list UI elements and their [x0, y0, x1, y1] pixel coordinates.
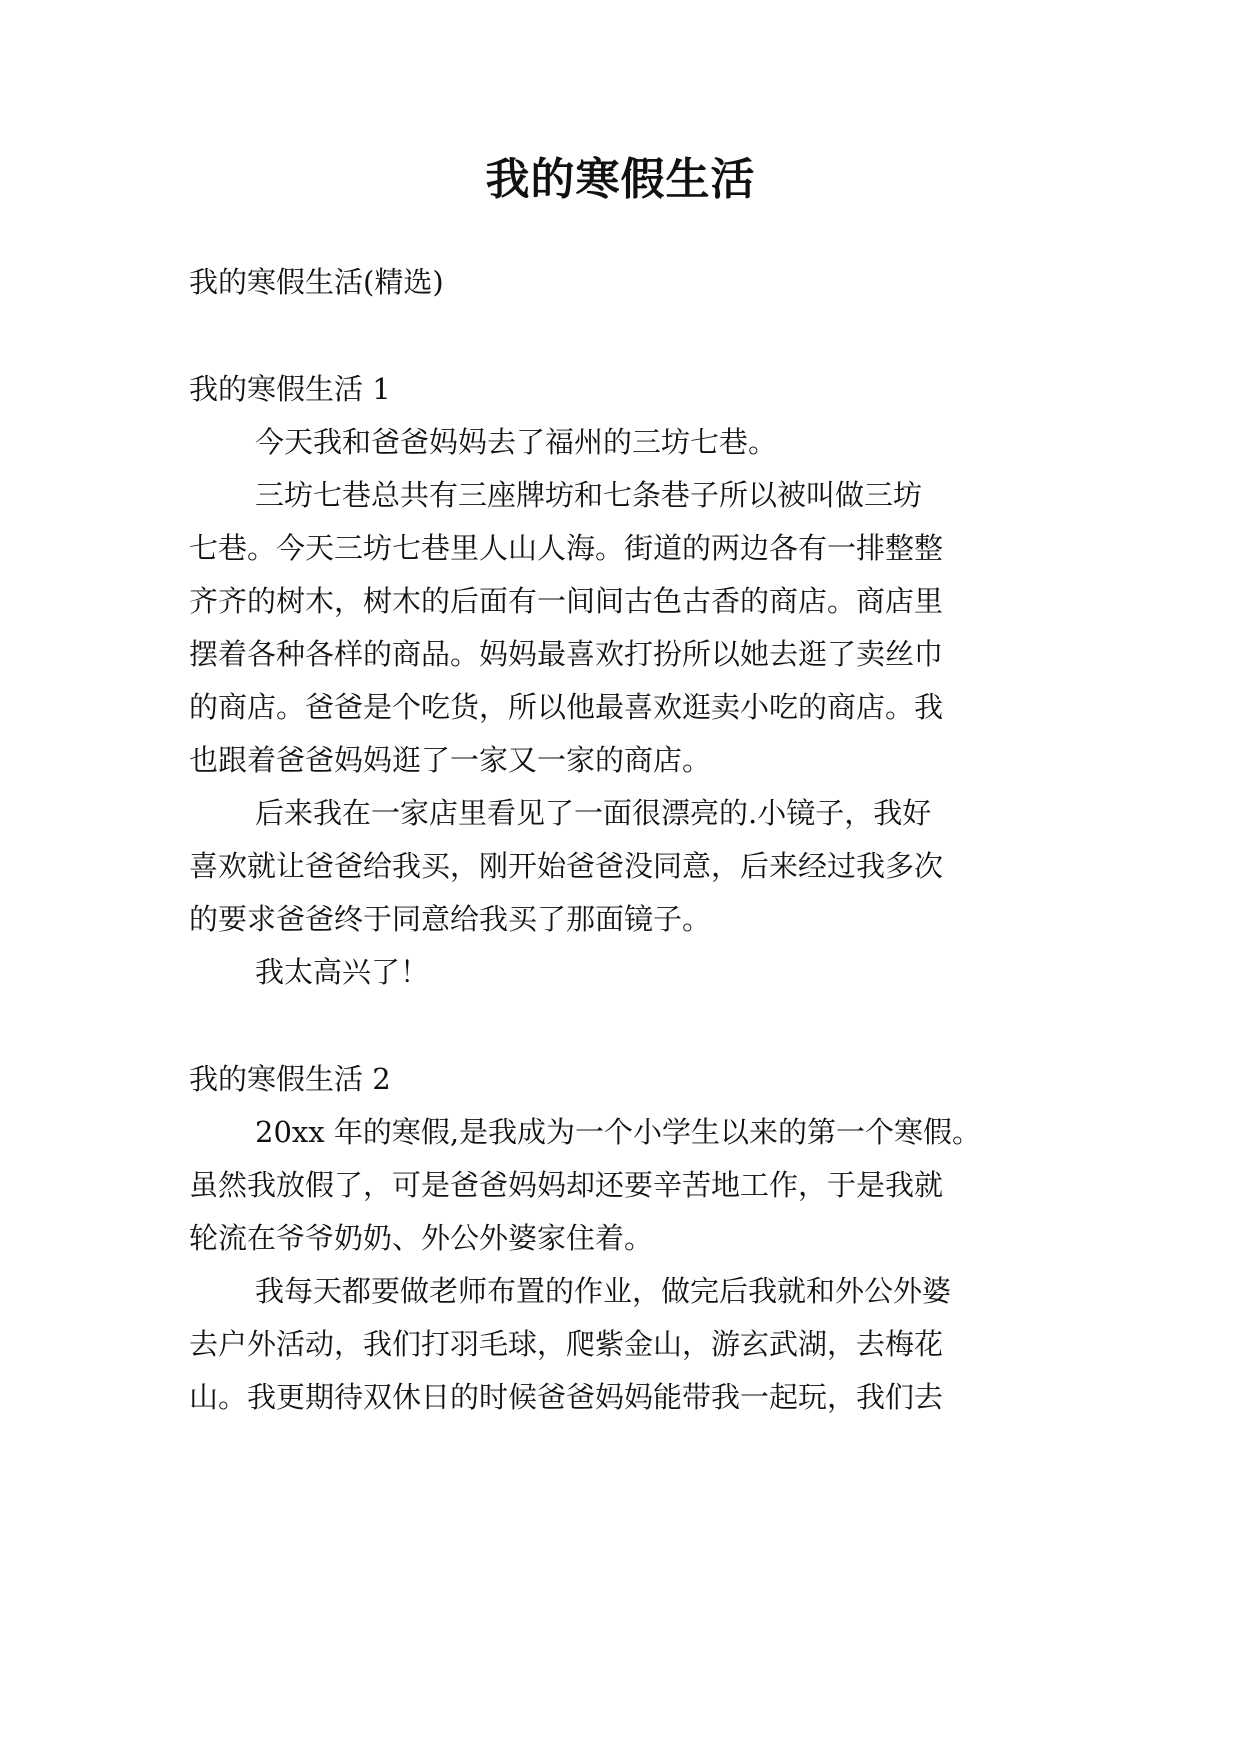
paragraph-line: 去户外活动，我们打羽毛球，爬紫金山，游玄武湖，去梅花	[189, 1327, 944, 1361]
paragraph-line: 山。我更期待双休日的时候爸爸妈妈能带我一起玩，我们去	[189, 1380, 944, 1414]
paragraph-line: 摆着各种各样的商品。妈妈最喜欢打扮所以她去逛了卖丝巾	[189, 637, 944, 671]
paragraph-line: 虽然我放假了，可是爸爸妈妈却还要辛苦地工作，于是我就	[189, 1168, 944, 1202]
paragraph-line: 三坊七巷总共有三座牌坊和七条巷子所以被叫做三坊	[255, 478, 923, 512]
paragraph-line: 后来我在一家店里看见了一面很漂亮的.小镜子，我好	[255, 796, 932, 830]
paragraph-line: 轮流在爷爷奶奶、外公外婆家住着。	[189, 1221, 654, 1255]
paragraph-line: 我太高兴了！	[255, 955, 430, 989]
paragraph-line: 喜欢就让爸爸给我买，刚开始爸爸没同意，后来经过我多次	[189, 849, 944, 883]
document-subtitle: 我的寒假生活(精选)	[189, 265, 444, 299]
paragraph-line: 也跟着爸爸妈妈逛了一家又一家的商店。	[189, 743, 712, 777]
section-heading-1: 我的寒假生活 1	[189, 372, 391, 406]
paragraph-line: 七巷。今天三坊七巷里人山人海。街道的两边各有一排整整	[189, 531, 944, 565]
paragraph-line: 我每天都要做老师布置的作业，做完后我就和外公外婆	[255, 1274, 952, 1308]
document-title: 我的寒假生活	[485, 154, 756, 205]
paragraph-line: 齐齐的树木，树木的后面有一间间古色古香的商店。商店里	[189, 584, 944, 618]
section-heading-2: 我的寒假生活 2	[189, 1062, 391, 1096]
paragraph-line: 的要求爸爸终于同意给我买了那面镜子。	[189, 902, 712, 936]
paragraph-line: 今天我和爸爸妈妈去了福州的三坊七巷。	[255, 425, 778, 459]
paragraph-line: 20xx 年的寒假,是我成为一个小学生以来的第一个寒假。	[255, 1115, 982, 1149]
paragraph-line: 的商店。爸爸是个吃货，所以他最喜欢逛卖小吃的商店。我	[189, 690, 944, 724]
